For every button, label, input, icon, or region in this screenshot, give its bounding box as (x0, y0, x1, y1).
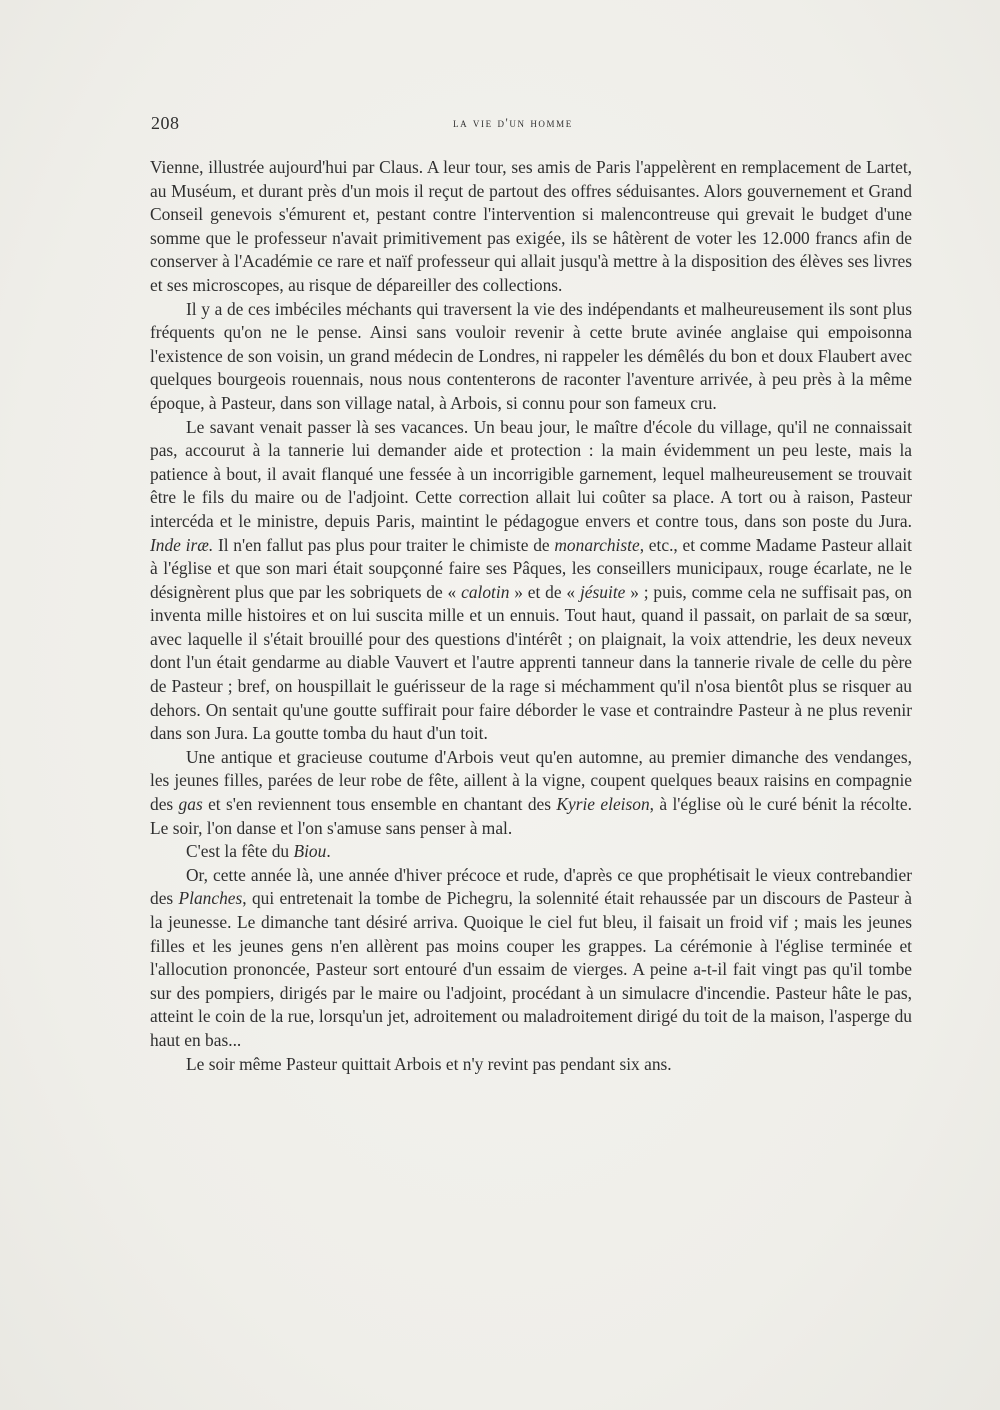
text-run: Le savant venait passer là ses vacances. Un beau jour, le maître d'école du village, qu'il ne connaissait pas, accourut à la tannerie lui demander aide et protection : la main évidemment un peu leste, mais la patience à bout, il avait flanqué une fessée à un incorrigible garnement, lequel malheureusement se trouvait être le fils du maire ou de l'adjoint. Cette correction allait lui coûter sa place. A tort ou à raison, Pasteur intercéda et le ministre, depuis Paris, maintint le pédagogue envers et contre tous, dans son poste du Jura. (150, 416, 912, 531)
paragraph (150, 840, 912, 864)
italic-text: calotin (461, 581, 510, 602)
italic-text: gas (178, 794, 203, 815)
page-number: 208 (151, 113, 180, 133)
paragraph (150, 416, 912, 746)
italic-text: Biou (293, 841, 327, 862)
paragraph (150, 1053, 912, 1077)
text-run: C'est la fête du (186, 841, 294, 862)
text-run: et s'en reviennent tous ensemble en chantant des (202, 794, 557, 815)
text-run: Une antique et gracieuse coutume d'Arbois veut qu'en automne, au premier dimanche des vendanges, les jeunes filles, parées de leur robe de fête, aillent à la vigne, coupent quelques beaux raisins en compagnie des (150, 746, 912, 815)
paragraph (150, 298, 912, 416)
text-run: Il y a de ces imbéciles méchants qui traversent la vie des indépendants et malheureusement ils sont plus fréquents qu'on ne le pense. Ainsi sans vouloir revenir à cette brute avinée anglaise qui empoisonna l'existence de son voisin, un grand médecin de Londres, ni rappeler les démêlés du bon et doux Flaubert avec quelques bourgeois rouennais, nous nous contenterons de raconter l'aventure arrivée, à peu près à la même époque, à Pasteur, dans son village natal, à Arbois, si connu pour son fameux cru. (150, 298, 912, 413)
text-run: Le soir même Pasteur quittait Arbois et n'y revint pas pendant six ans. (186, 1053, 672, 1074)
italic-text: jésuite (579, 581, 626, 602)
italic-text: Inde iræ. (150, 534, 214, 555)
paragraph (150, 864, 912, 1053)
text-run: . (326, 841, 331, 862)
text-run: , etc., et comme Madame Pasteur allait à l'église et que son mari était soupçonné faire ses Pâques, les conseillers municipaux, rouge écarlate, ne le désignèrent plus que par les sobriquets de « (150, 534, 913, 602)
text-run: Vienne, illustrée aujourd'hui par Claus. A leur tour, ses amis de Paris l'appelèrent en remplacement de Lartet, au Muséum, et durant près d'un mois il reçut de partout des offres séduisantes. Alors gouvernement et Grand Conseil genevois s'émurent et, pestant contre l'intervention si malencontreuse qui grevait le budget d'une somme que le professeur n'avait primitivement pas exigée, ils se hâtèrent de voter les 12.000 francs afin de conserver à l'Académie ce rare et naïf professeur qui allait jusqu'à mettre à la disposition des élèves ses livres et ses microscopes, au risque de dépareiller des collections. (150, 157, 912, 295)
paragraph (150, 746, 912, 840)
text-run: Or, cette année là, une année d'hiver précoce et rude, d'après ce que prophétisait le vieux contrebandier des (150, 864, 912, 909)
text-run: » ; puis, comme cela ne suffisait pas, on inventa mille histoires et on lui suscita mille et un ennuis. Tout haut, quand il passait, on parlait de sa sœur, avec laquelle il s'était brouillé pour des questions d'intérêt ; on plaignait, la voix attendrie, les deux neveux dont l'un était gendarme au diable Vauvert et l'autre apprenti tanneur dans la tannerie rivale de celle du père de Pasteur ; bref, on houspillait le guérisseur de la rage si méchamment qu'il n'osa bientôt plus se risquer au dehors. On sentait qu'une goutte suffirait pour faire déborder le vase et contraindre Pasteur à ne plus revenir dans son Jura. La goutte tomba du haut d'un toit. (150, 581, 913, 744)
italic-text: Kyrie eleison (556, 794, 650, 815)
italic-text: Planches (178, 888, 243, 909)
running-head (151, 113, 911, 137)
text-run: » et de « (509, 581, 580, 602)
body-text (150, 156, 912, 1076)
text-run: , à l'église où le curé bénit la récolte. Le soir, l'on danse et l'on s'amuse sans penser à mal. (150, 794, 912, 838)
paragraph (150, 156, 912, 298)
running-title: la vie d'un homme (453, 116, 573, 130)
text-run: , qui entretenait la tombe de Pichegru, la solennité était rehaussée par un discours de Pasteur à la jeunesse. Le dimanche tant désiré arriva. Quoique le ciel fut bleu, il faisait un froid vif ; mais les jeunes filles et les jeunes gens n'en allèrent pas moins couper les grappes. La cérémonie à l'église terminée et l'allocution prononcée, Pasteur sort entouré d'un essaim de vierges. A peine a-t-il fait vingt pas qu'il tombe sur des pompiers, dirigés par le maire ou l'adjoint, procédant à un simulacre d'incendie. Pasteur hâte le pas, atteint le coin de la rue, lorsqu'un jet, adroitement ou maladroitement dirigé du toit de la maison, l'asperge du haut en bas... (150, 888, 912, 1050)
text-run: Il n'en fallut pas plus pour traiter le chimiste de (213, 534, 555, 555)
italic-text: monarchiste (554, 534, 640, 555)
